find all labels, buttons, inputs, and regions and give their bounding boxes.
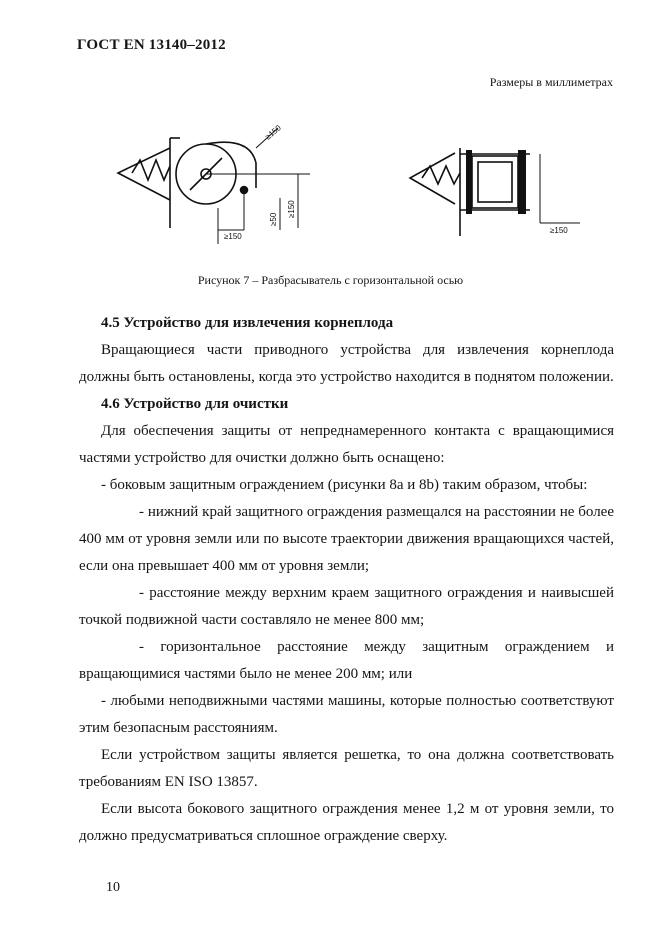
figure-7-drawing: [110, 118, 590, 258]
dim-left-vertical-150: ≥150: [287, 200, 296, 218]
dim-right-horizontal-150: ≥150: [550, 226, 568, 235]
document-code: ГОСТ EN 13140–2012: [77, 37, 226, 53]
section-4-5-heading: 4.5 Устройство для извлечения корнеплода: [101, 315, 394, 331]
section-4-5-paragraph: Вращающиеся части приводного устройства для извлечения корнеплода должны быть остановлены, когда это устройство находится в поднятом положении.: [79, 342, 614, 385]
sub-item-horizontal-distance: - горизонтальное расстояние между защитным ограждением и вращающимися частями было не менее 200 мм; или: [79, 639, 614, 682]
list-item-fixed-parts: - любыми неподвижными частями машины, которые полностью соответствуют этим безопасным расстояниям.: [79, 693, 614, 736]
document-body: [79, 310, 614, 850]
paragraph-guard-height: Если высота бокового защитного ограждения менее 1,2 м от уровня земли, то должно предусматриваться сплошное ограждение сверху.: [79, 801, 614, 844]
left-spring-zigzag: [132, 160, 170, 180]
left-housing: [206, 142, 256, 188]
sub-item-upper-edge: - расстояние между верхним краем защитного ограждения и наивысшей точкой подвижной части составляло не менее 800 мм;: [79, 585, 614, 628]
dim-left-horizontal-150: ≥150: [224, 232, 242, 241]
page-number: 10: [106, 880, 120, 895]
dim-left-diagonal: ≥150: [263, 123, 283, 142]
units-note: Размеры в миллиметрах: [489, 75, 613, 89]
section-4-6-intro: Для обеспечения защиты от непреднамеренного контакта с вращающимися частями устройство для очистки должно быть оснащено:: [79, 423, 614, 466]
list-item-side-guard: - боковым защитным ограждением (рисунки 8а и 8b) таким образом, чтобы:: [101, 477, 588, 493]
dim-left-vertical-50: ≥50: [269, 212, 278, 226]
right-rotor-body: [472, 156, 518, 208]
section-4-6-heading: 4.6 Устройство для очистки: [101, 396, 289, 412]
right-rotor-end-right: [518, 150, 526, 214]
sub-item-lower-edge: - нижний край защитного ограждения размещался на расстоянии не более 400 мм от уровня земли или по высоте траектории движения вращающихся частей, если она превышает 400 мм от уровня земли;: [79, 504, 614, 574]
right-spring-zigzag: [422, 166, 460, 184]
spreader-drawing: [110, 118, 590, 258]
left-pivot: [241, 187, 248, 194]
paragraph-grid-guard: Если устройством защиты является решетка, то она должна соответствовать требованиям EN ISO 13857.: [79, 747, 614, 790]
right-rotor-end-left: [466, 150, 472, 214]
figure-caption: Рисунок 7 – Разбрасыватель с горизонтальной осью: [197, 273, 464, 287]
right-arrow-guard: [410, 153, 455, 204]
